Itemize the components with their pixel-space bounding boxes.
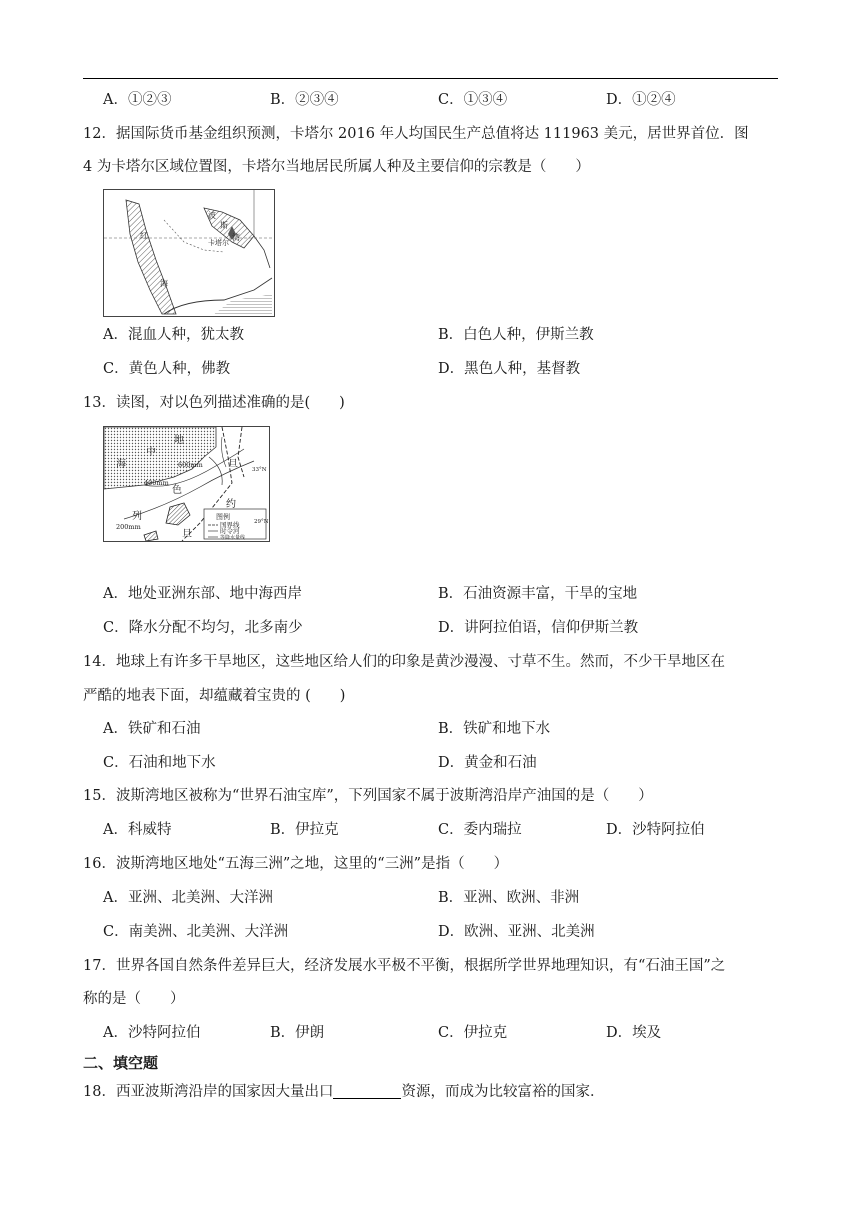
- map-label-se: 色: [172, 485, 182, 496]
- q16-option-b[interactable]: B．亚洲、欧洲、非洲: [438, 890, 580, 906]
- q13-option-c[interactable]: C．降水分配不均匀，北多南少: [103, 620, 303, 636]
- map-label-hai: 海: [160, 279, 168, 288]
- map-label-hong: 红: [140, 231, 148, 240]
- q11-option-b[interactable]: B．②③④: [270, 92, 339, 108]
- q17-option-b[interactable]: B．伊朗: [270, 1025, 325, 1041]
- q11-option-d[interactable]: D．①②④: [606, 92, 676, 108]
- map-label-200mm: 200mm: [116, 523, 141, 531]
- q15-stem: 15．波斯湾地区被称为“世界石油宝库”，下列国家不属于波斯湾沿岸产油国的是（ ）: [83, 788, 653, 804]
- q14-stem-line1: 14．地球上有许多干旱地区，这些地区给人们的印象是黄沙漫漫、寸草不生。然而，不少干旱地区在: [83, 654, 725, 670]
- map-label-lat1: 33°N: [252, 467, 267, 473]
- q17-option-a[interactable]: A．沙特阿拉伯: [103, 1025, 201, 1041]
- map-label-bo: 波: [208, 211, 216, 220]
- q12-option-a[interactable]: A．混血人种，犹太教: [103, 327, 244, 343]
- legend-border: 国界线: [220, 521, 240, 529]
- legend-isohyet: 等降水量线: [220, 535, 246, 541]
- map-label-600mm: 600mm: [178, 461, 203, 469]
- q14-option-c[interactable]: C．石油和地下水: [103, 755, 216, 771]
- map-label-di: 地: [174, 435, 184, 446]
- map-label-yue: 约: [226, 499, 236, 510]
- q17-stem-line2: 称的是（ ）: [83, 991, 185, 1007]
- q13-option-b[interactable]: B．石油资源丰富，干旱的宝地: [438, 586, 638, 602]
- q13-option-a[interactable]: A．地处亚洲东部、地中海西岸: [103, 586, 302, 602]
- q14-option-d[interactable]: D．黄金和石油: [438, 755, 537, 771]
- map-label-si: 斯: [220, 221, 228, 230]
- legend-title: 图例: [216, 513, 230, 521]
- q15-option-a[interactable]: A．科威特: [103, 822, 172, 838]
- map-label-lie: 列: [132, 511, 142, 522]
- q15-option-b[interactable]: B．伊拉克: [270, 822, 339, 838]
- q12-option-d[interactable]: D．黑色人种，基督教: [438, 361, 581, 377]
- q14-option-b[interactable]: B．铁矿和地下水: [438, 721, 551, 737]
- map-label-wan: 湾: [232, 233, 240, 242]
- q13-option-d[interactable]: D．讲阿拉伯语，信仰伊斯兰教: [438, 620, 639, 636]
- map-label-400mm: 400mm: [144, 479, 169, 487]
- israel-map: [103, 426, 270, 542]
- map-label-hai: 海: [116, 459, 126, 470]
- q14-option-a[interactable]: A．铁矿和石油: [103, 721, 201, 737]
- q12-option-b[interactable]: B．白色人种，伊斯兰教: [438, 327, 594, 343]
- q18-text-after: 资源，而成为比较富裕的国家．: [401, 1084, 605, 1100]
- q12-option-c[interactable]: C．黄色人种，佛教: [103, 361, 231, 377]
- q16-option-d[interactable]: D．欧洲、亚洲、北美洲: [438, 924, 595, 940]
- q13-stem: 13．读图，对以色列描述准确的是( ): [83, 395, 345, 411]
- q15-option-d[interactable]: D．沙特阿拉伯: [606, 822, 705, 838]
- q18-text-before: 18．西亚波斯湾沿岸的国家因大量出口: [83, 1084, 334, 1100]
- q11-option-c[interactable]: C．①③④: [438, 92, 508, 108]
- legend-river: 时令河: [220, 527, 240, 535]
- q11-option-a[interactable]: A．①②③: [103, 92, 172, 108]
- q17-option-c[interactable]: C．伊拉克: [438, 1025, 508, 1041]
- q17-option-d[interactable]: D．埃及: [606, 1025, 662, 1041]
- map-label-lat2: 29°N: [254, 519, 269, 525]
- map-label-dan: 旦: [228, 459, 238, 470]
- q15-option-c[interactable]: C．委内瑞拉: [438, 822, 522, 838]
- q12-stem-line1: 12．据国际货币基金组织预测，卡塔尔 2016 年人均国民生产总值将达 111963 美元，居世界首位．图: [83, 126, 749, 142]
- q16-option-c[interactable]: C．南美洲、北美洲、大洋洲: [103, 924, 289, 940]
- q16-option-a[interactable]: A．亚洲、北美洲、大洋洲: [103, 890, 273, 906]
- top-divider: [83, 78, 778, 79]
- qatar-location-map: [103, 189, 275, 317]
- q16-stem: 16．波斯湾地区地处“五海三洲”之地，这里的“三洲”是指（ ）: [83, 856, 509, 872]
- map-label-dan2: 旦: [182, 529, 192, 540]
- map-label-qatar: 卡塔尔: [208, 239, 229, 247]
- q14-stem-line2: 严酷的地表下面，却蕴藏着宝贵的 ( ): [83, 688, 346, 704]
- map-label-zhong: 中: [146, 447, 156, 458]
- q17-stem-line1: 17．世界各国自然条件差异巨大，经济发展水平极不平衡，根据所学世界地理知识，有“石油王国”之: [83, 958, 726, 974]
- q18-stem: [83, 1080, 783, 1104]
- q18-blank[interactable]: [333, 1082, 401, 1099]
- q12-stem-line2: 4 为卡塔尔区域位置图，卡塔尔当地居民所属人种及主要信仰的宗教是（ ）: [83, 159, 590, 175]
- section-title-fill-in: 二、填空题: [83, 1054, 159, 1072]
